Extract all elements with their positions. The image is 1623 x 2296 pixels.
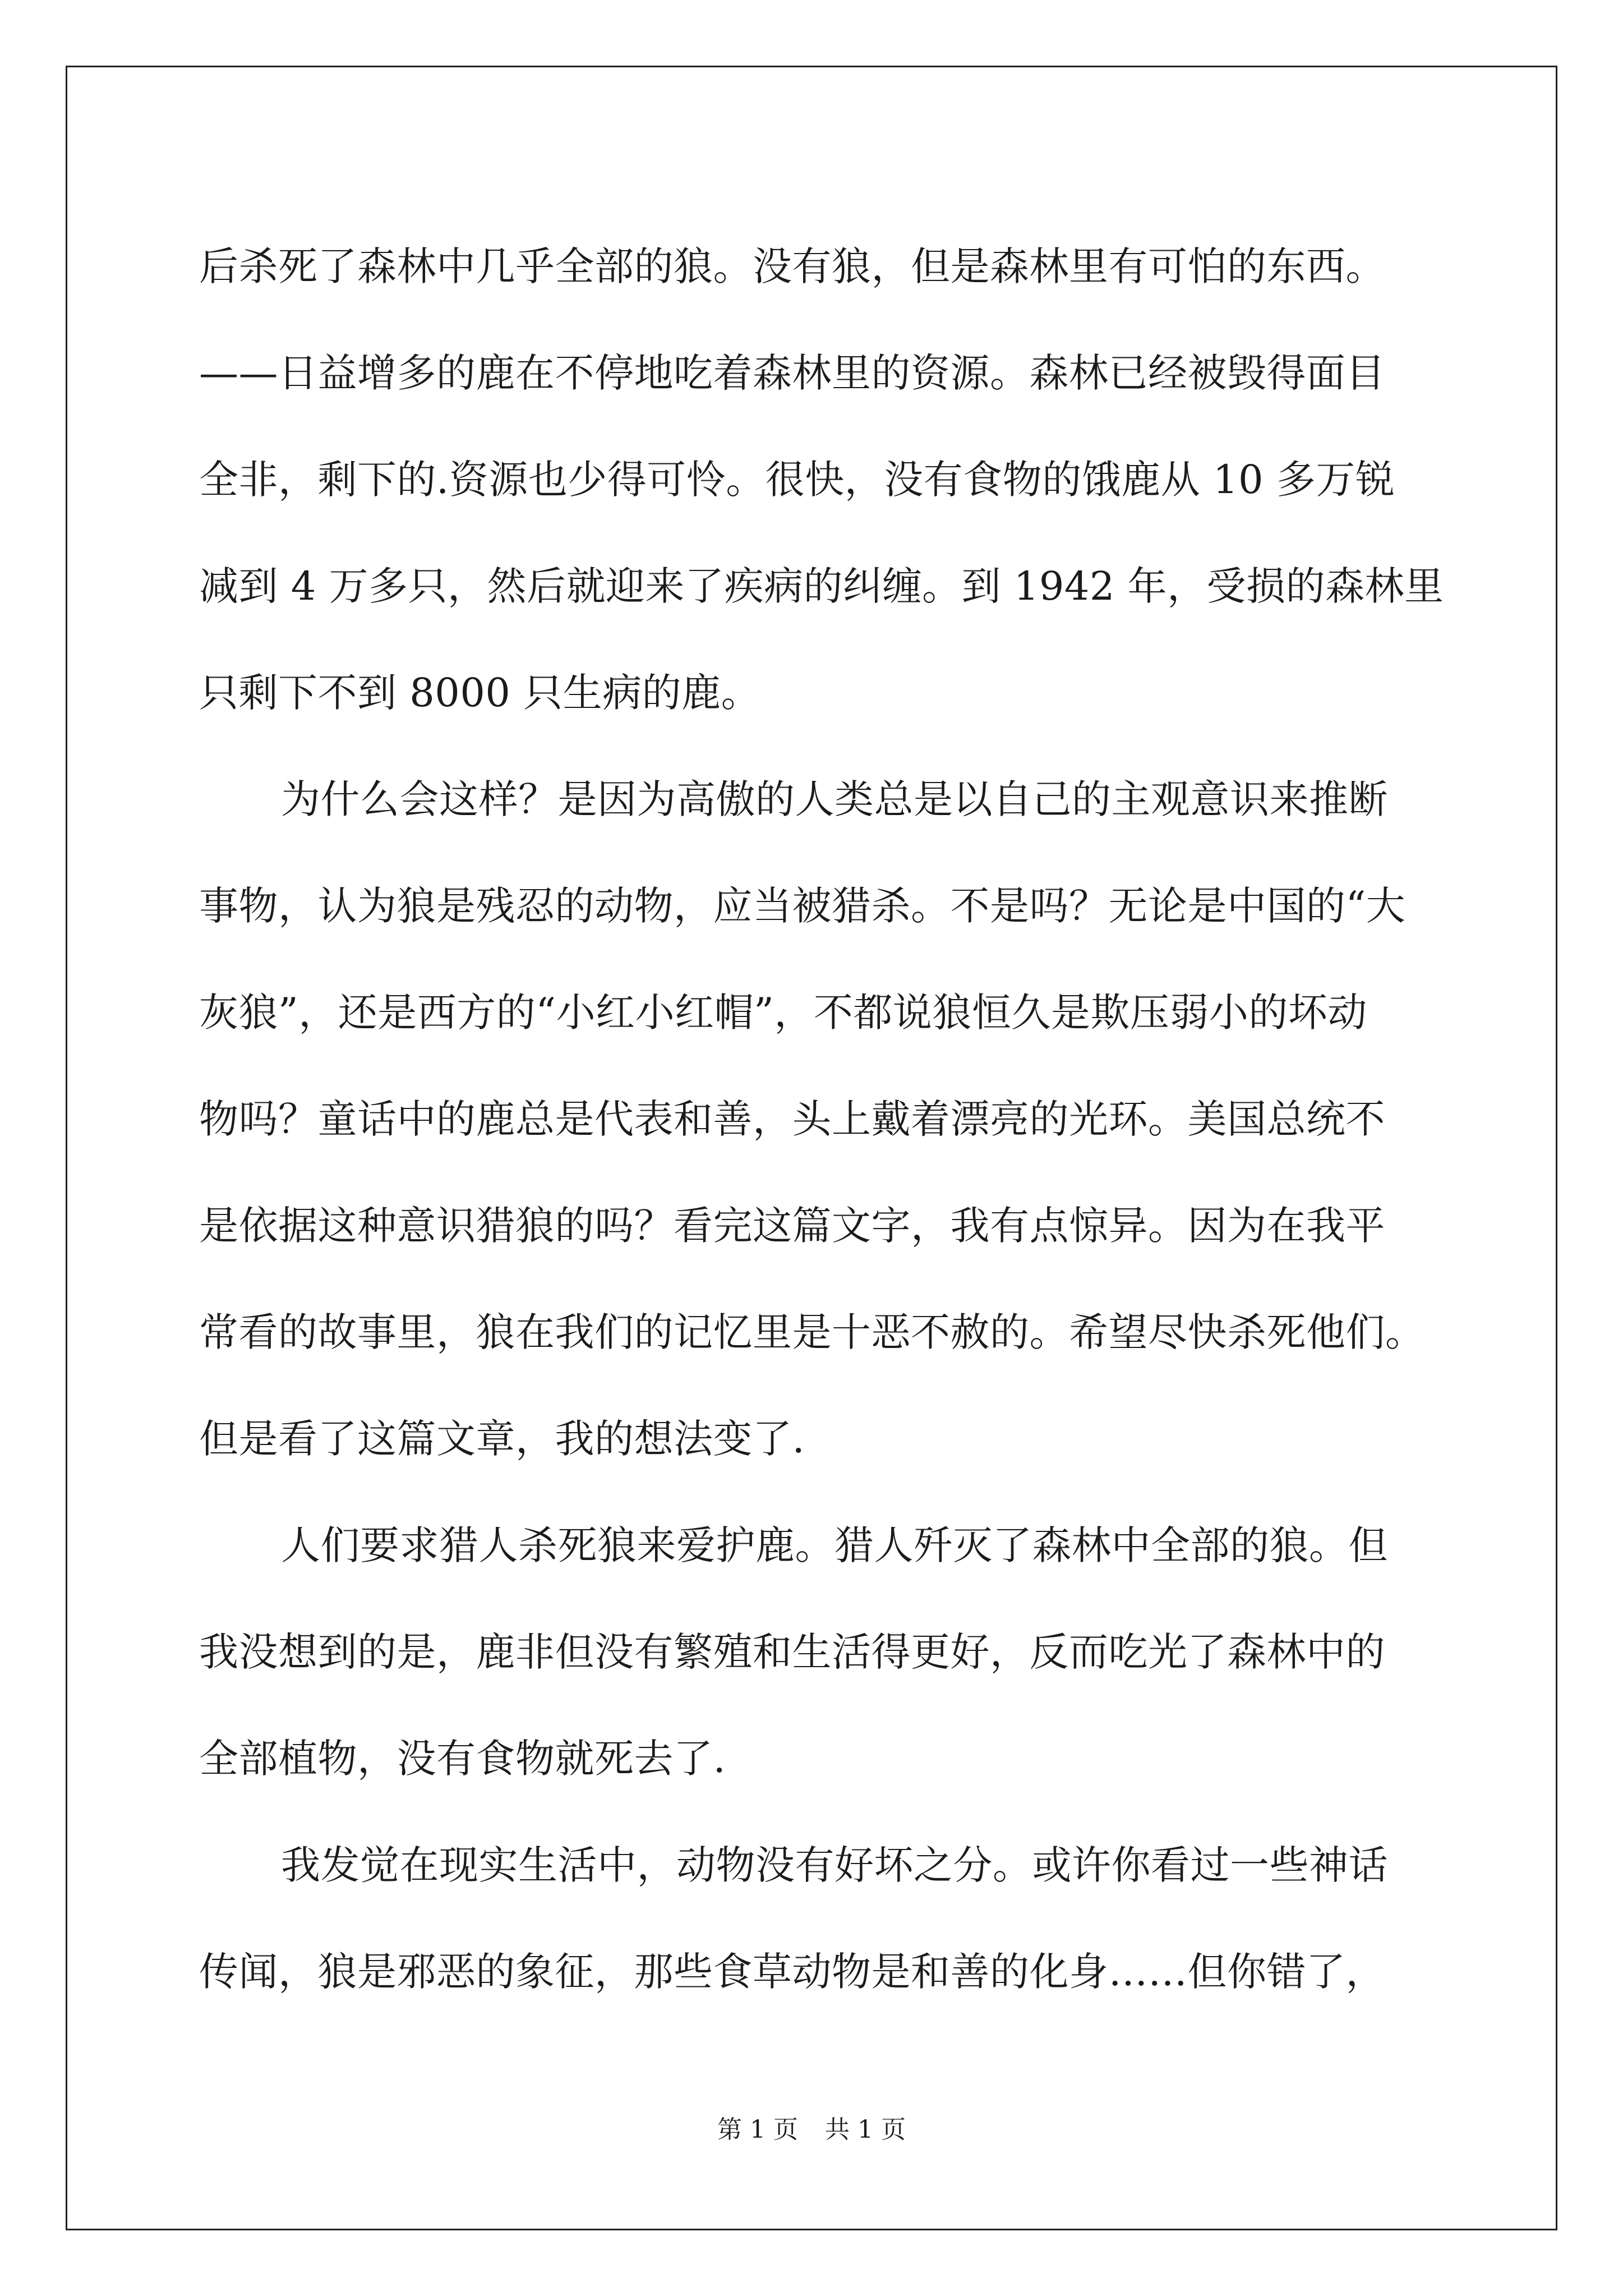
- text-line: 物吗？童话中的鹿总是代表和善，头上戴着漂亮的光环。美国总统不: [199, 1096, 1385, 1142]
- text-line: ——日益增多的鹿在不停地吃着森林里的资源。森林已经被毁得面目: [199, 350, 1385, 396]
- text-line: 我发觉在现实生活中，动物没有好坏之分。或许你看过一些神话: [281, 1842, 1388, 1888]
- page-footer: [0, 2109, 1623, 2145]
- text-line: 灰狼”，还是西方的“小红小红帽”，不都说狼恒久是欺压弱小的坏动: [199, 990, 1367, 1036]
- text-line: 全非，剩下的.资源也少得可怜。很快，没有食物的饿鹿从 10 多万锐: [199, 457, 1395, 503]
- text-line: 后杀死了森林中几乎全部的狼。没有狼，但是森林里有可怕的东西。: [199, 243, 1385, 289]
- text-line: 减到 4 万多只，然后就迎来了疾病的纠缠。到 1942 年，受损的森林里: [199, 563, 1444, 609]
- text-line: 为什么会这样？是因为高傲的人类总是以自己的主观意识来推断: [281, 776, 1388, 822]
- text-line: 我没想到的是，鹿非但没有繁殖和生活得更好，反而吃光了森林中的: [199, 1629, 1385, 1675]
- text-line: 事物，认为狼是残忍的动物，应当被猎杀。不是吗？无论是中国的“大: [199, 883, 1406, 929]
- body-text: [199, 213, 1450, 2025]
- text-line: 但是看了这篇文章，我的想法变了.: [199, 1416, 805, 1462]
- page-total: 共 1 页: [825, 2115, 906, 2144]
- text-line: 人们要求猎人杀死狼来爱护鹿。猎人歼灭了森林中全部的狼。但: [281, 1522, 1388, 1568]
- text-line: 常看的故事里，狼在我们的记忆里是十恶不赦的。希望尽快杀死他们。: [199, 1309, 1425, 1355]
- page-number: 第 1 页: [717, 2115, 798, 2144]
- text-line: 是依据这种意识猎狼的吗？看完这篇文字，我有点惊异。因为在我平: [199, 1203, 1385, 1249]
- text-line: 只剩下不到 8000 只生病的鹿。: [199, 670, 761, 716]
- text-line: 传闻，狼是邪恶的象征，那些食草动物是和善的化身……但你错了，: [199, 1949, 1385, 1995]
- text-line: 全部植物，没有食物就死去了.: [199, 1736, 726, 1782]
